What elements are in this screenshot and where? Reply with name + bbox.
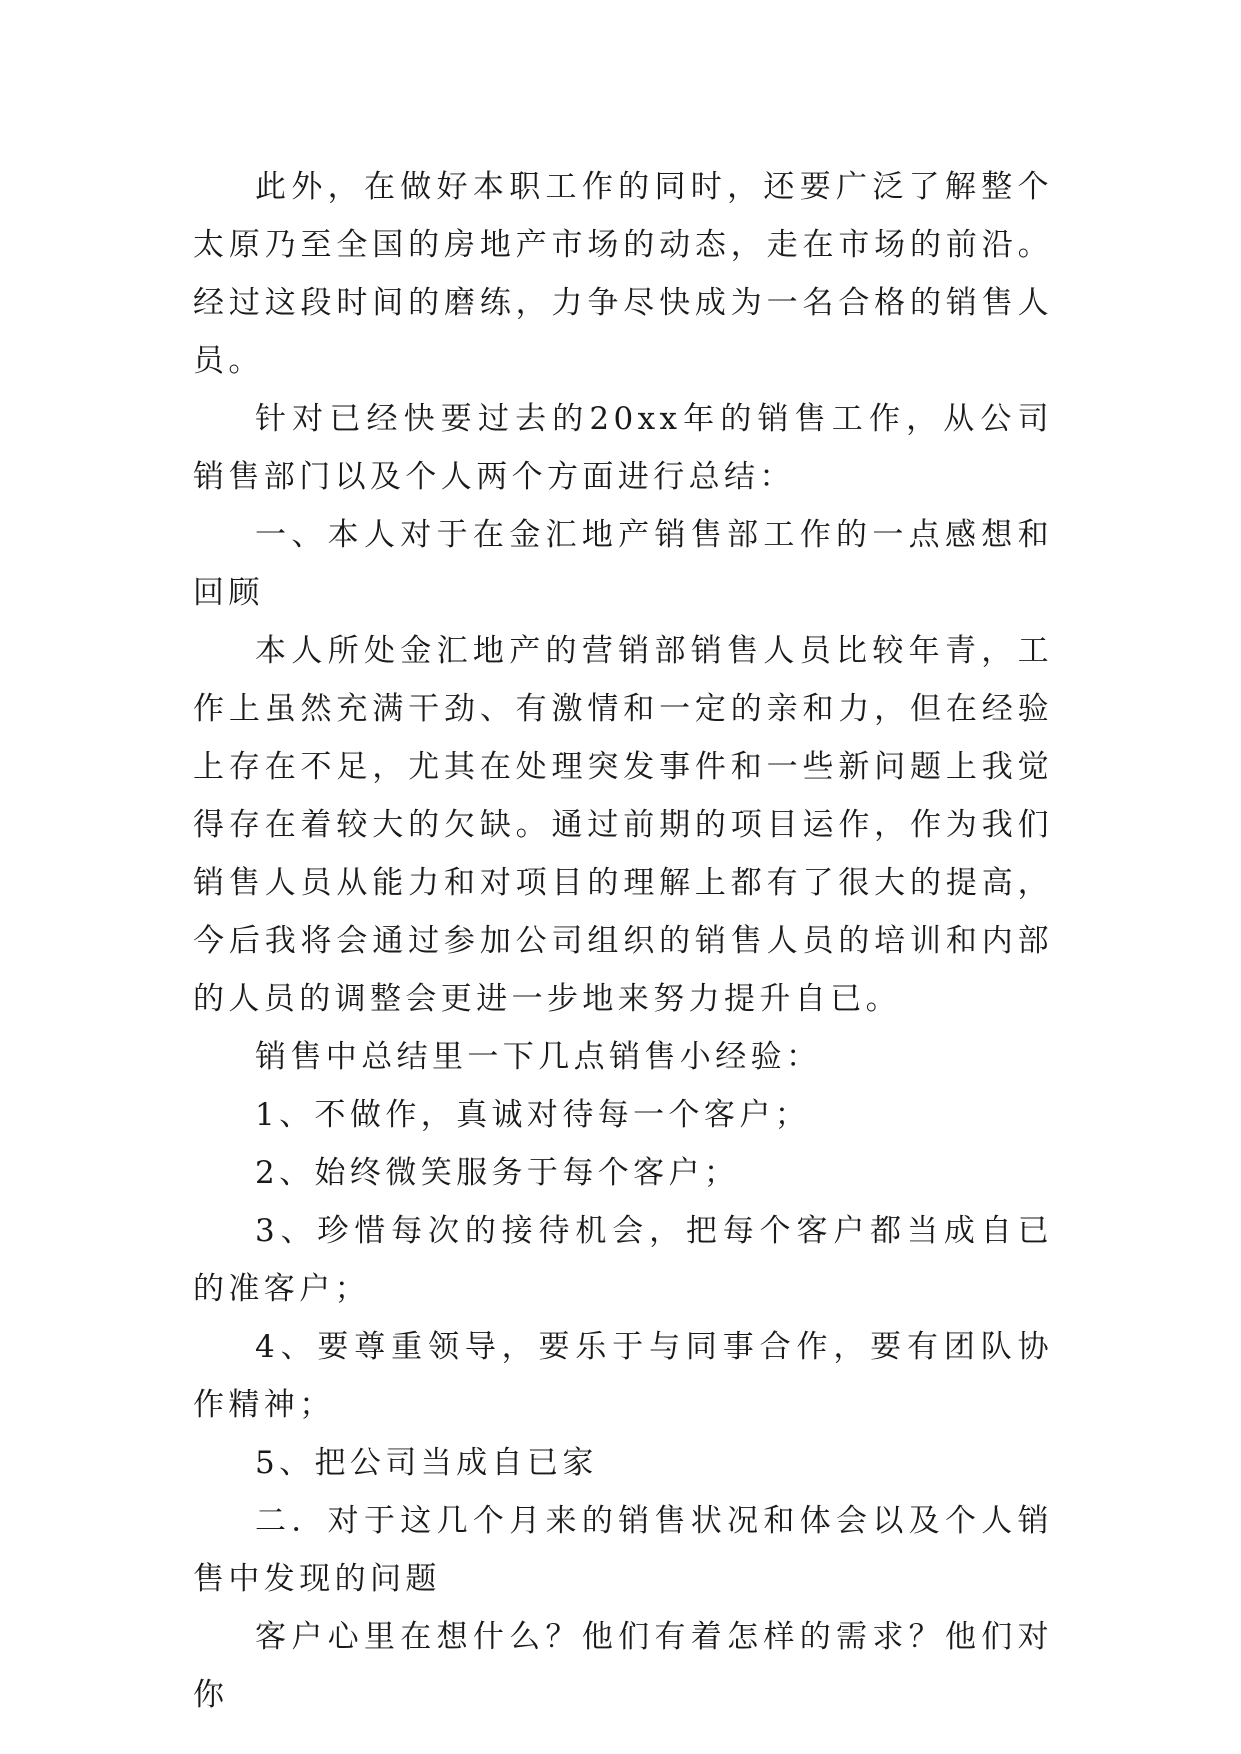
list-item-1: 1、不做作，真诚对待每一个客户；: [255, 1097, 811, 1133]
section-heading-one: 一、本人对于在金汇地产销售部工作的一点感想和回顾: [193, 517, 1053, 611]
paragraph-team-review: 本人所处金汇地产的营销部销售人员比较年青，工作上虽然充满干劲、有激情和一定的亲和力，但在经验上存在不足，尤其在处理突发事件和一些新问题上我觉得存在着较大的欠缺。通过前期的项目运作，作为我们销售人员从能力和对项目的理解上都有了很大的提高，今后我将会通过参加公司组织的销售人员的培训和内部的人员的调整会更进一步地来努力提升自已。: [193, 633, 1053, 1017]
list-item-3: 3、珍惜每次的接待机会，把每个客户都当成自已的准客户；: [193, 1213, 1053, 1307]
list-item-5: 5、把公司当成自已家: [255, 1445, 598, 1481]
list-item-4: 4、要尊重领导，要乐于与同事合作，要有团队协作精神；: [193, 1329, 1053, 1423]
paragraph-summary-intro: 针对已经快要过去的20xx年的销售工作，从公司销售部门以及个人两个方面进行总结：: [193, 401, 1053, 495]
paragraph-experience-intro: 销售中总结里一下几点销售小经验：: [255, 1039, 822, 1075]
section-heading-two: 二．对于这几个月来的销售状况和体会以及个人销售中发现的问题: [193, 1503, 1053, 1597]
paragraph-customer-needs: 客户心里在想什么？他们有着怎样的需求？他们对你: [193, 1619, 1053, 1713]
list-item-2: 2、始终微笑服务于每个客户；: [255, 1155, 740, 1191]
document-body: [193, 158, 1053, 1724]
paragraph-market-awareness: 此外，在做好本职工作的同时，还要广泛了解整个太原乃至全国的房地产市场的动态，走在市场的前沿。经过这段时间的磨练，力争尽快成为一名合格的销售人员。: [193, 169, 1053, 379]
